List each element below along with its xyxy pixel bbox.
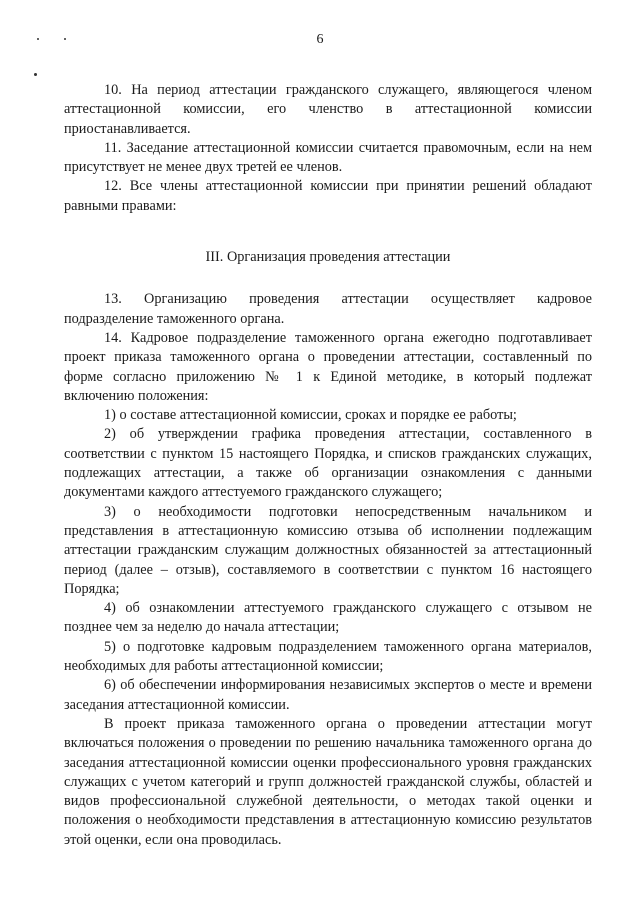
list-item-3: 3) о необходимости подготовки непосредственным начальником и представления в аттестационную комиссию отзыва об исполнении подлежащим аттестации гражданским служащим должностных обязанностей за аттестационный период (далее – отзыв), составляемого в соответствии с пунктом 16 настоящего Порядка; — [64, 503, 592, 597]
paragraph-12: 12. Все члены аттестационной комиссии при принятии решений обладают равными правами: — [64, 178, 592, 214]
page-number: 6 — [316, 32, 324, 47]
list-item-2: 2) об утверждении графика проведения аттестации, составленного в соответствии с пунктом 15 настоящего Порядка, и списков гражданских служащих, подлежащих аттестации, а также об организации ознакомления с данными документами каждого аттестуемого гражданского служащего; — [64, 426, 592, 501]
scan-speck — [34, 73, 37, 76]
list-item-5: 5) о подготовке кадровым подразделением таможенного органа материалов, необходимых для работы аттестационной комиссии; — [64, 638, 592, 675]
list-item-6: 6) об обеспечении информирования независимых экспертов о месте и времени заседания аттестационной комиссии. — [64, 677, 592, 713]
section-heading: III. Организация проведения аттестации — [205, 249, 451, 266]
paragraph-assessment: В проект приказа таможенного органа о проведении аттестации могут включаться положения о проведении по решению начальника таможенного органа до заседания аттестационной комиссии оценки профессионального уровня гражданских служащих с учетом категорий и групп должностей гражданской службы, областей и видов профессиональной служебной деятельности, о методах такой оценки и положения о необходимости представления в аттестационную комиссию результатов этой оценки, если она проводилась. — [64, 715, 592, 848]
list-item-1: 1) о составе аттестационной комиссии, сроках и порядке ее работы; — [104, 407, 517, 424]
paragraph-14: 14. Кадровое подразделение таможенного органа ежегодно подготавливает проект приказа таможенного органа о проведении аттестации, составленный по форме согласно приложению № 1 к Единой методике, в который подлежат включению положения: — [64, 329, 592, 404]
paragraph-13: 13. Организацию проведения аттестации осуществляет кадровое подразделение таможенного органа. — [64, 291, 592, 327]
list-item-4: 4) об ознакомлении аттестуемого гражданского служащего с отзывом не позднее чем за неделю до начала аттестации; — [64, 600, 592, 636]
paragraph-10: 10. На период аттестации гражданского служащего, являющегося членом аттестационной комиссии, его членство в аттестационной комиссии приостанавливается. — [64, 82, 592, 137]
paragraph-11: 11. Заседание аттестационной комиссии считается правомочным, если на нем присутствует не менее двух третей ее членов. — [64, 139, 592, 176]
document-body — [64, 81, 592, 850]
